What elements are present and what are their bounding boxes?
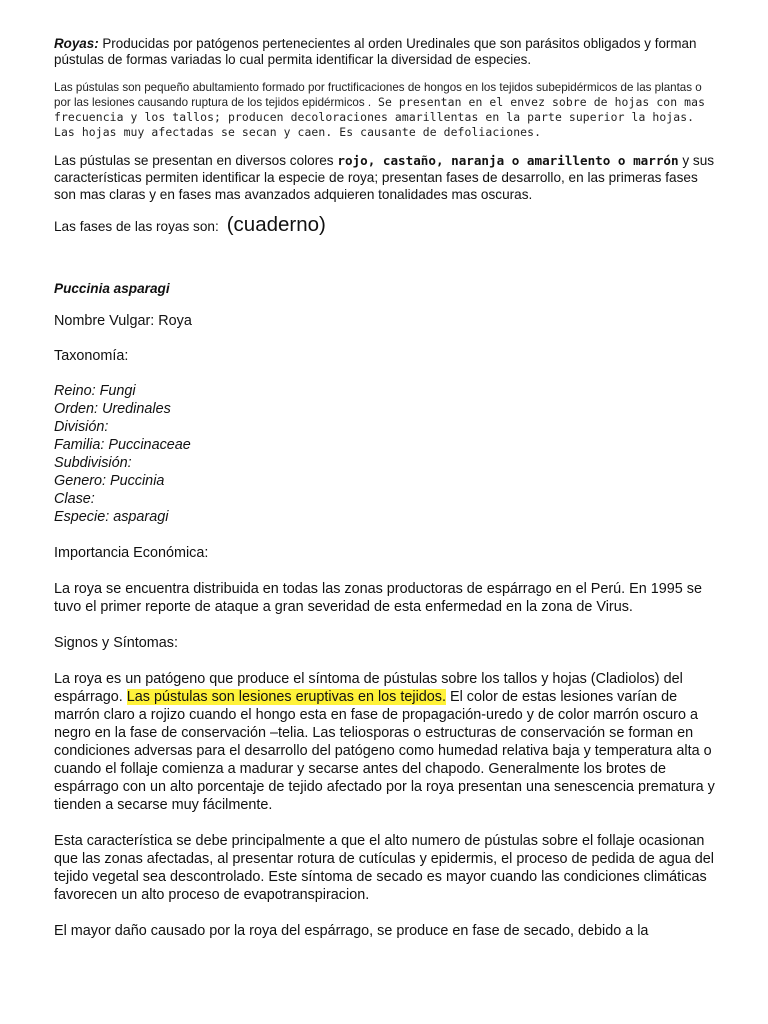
fases-label: Las fases de las royas son:: [54, 219, 219, 234]
taxonomia-item: Familia: Puccinaceae: [54, 437, 191, 453]
colores-text-before: Las pústulas se presentan en diversos colores: [54, 153, 338, 168]
taxonomia-item: Especie: asparagi: [54, 509, 169, 525]
colores-text-after: y sus características permiten identificar la especie de roya; presentan fases de desarrollo, en las primeras fases son mas claras y en fases mas avanzados adquieren tonalidades mas oscuras.: [54, 153, 715, 202]
taxonomia-item: Genero: Puccinia: [54, 473, 165, 489]
importancia-text: La roya se encuentra distribuida en todas las zonas productoras de espárrago en el Perú. En 1995 se tuvo el primer reporte de ataque a gran severidad de esta enfermedad en la zona de Virus.: [54, 581, 702, 615]
intro-paragraph: [54, 36, 718, 68]
nombre-vulgar: Nombre Vulgar: Roya: [54, 313, 192, 329]
taxonomia-item: División:: [54, 419, 109, 435]
taxonomia-label: Taxonomía:: [54, 348, 129, 364]
signos-text-after: El color de estas lesiones varían de marrón claro a rojizo cuando el hongo esta en fase de propagación-uredo y de color marrón oscuro a negro en la fase de conservación –telia. Las teliosporas o estructuras de conservación se forman en condiciones adversas para el desarrollo del patógeno como humedad relativa baja y temperatura alta o cuando el follaje comienza a madurar y secarse antes del chapodo. Generalmente los brotes de espárrago con un alto porcentaje de tejido afectado por la roya presentan una senescencia prematura y tienden a secarse muy fácilmente.: [54, 689, 715, 813]
species-title: Puccinia asparagi: [54, 281, 170, 296]
caracteristica-paragraph: Esta característica se debe principalmente a que el alto numero de pústulas sobre el follaje ocasionan que las zonas afectadas, al presentar rotura de cutículas y epidermis, el proceso de pedida de agua del tejido vegetal sea descontrolado. Este síntoma de secado es mayor cuando las condiciones climáticas favorecen un alto proceso de evapotranspiracion.: [54, 833, 714, 903]
highlighted-text: Las pústulas son lesiones eruptivas en los tejidos.: [126, 689, 446, 705]
colores-bold-list: rojo, castaño, naranja o amarillento o marrón: [337, 153, 679, 168]
taxonomia-item: Orden: Uredinales: [54, 401, 171, 417]
signos-label: Signos y Síntomas:: [54, 635, 178, 651]
pustulas-paragraph: [54, 80, 718, 140]
fases-note: (cuaderno): [226, 213, 326, 236]
taxonomia-list: [54, 382, 718, 526]
signos-paragraph: [54, 670, 718, 814]
pustulas-text-part1: Las pústulas son pequeño abultamiento formado por fructificaciones de hongos en los tejidos subepidérmicos de las plantas o por las lesiones causando ruptura de los tejidos epidérmicos .: [54, 81, 702, 109]
pustulas-text-part2: Se presentan en el envez sobre de hojas con mas frecuencia y los tallos; producen decoloraciones amarillentas en la parte superior la hojas. Las hojas muy afectadas se secan y caen. Es causante de defoliaciones.: [54, 95, 706, 139]
intro-title: Royas:: [54, 36, 99, 51]
importancia-label: Importancia Económica:: [54, 545, 209, 561]
fases-line: [54, 213, 718, 237]
colores-paragraph: [54, 152, 718, 203]
mayor-dano-paragraph: El mayor daño causado por la roya del espárrago, se produce en fase de secado, debido a la: [54, 923, 649, 939]
taxonomia-item: Reino: Fungi: [54, 383, 136, 399]
taxonomia-item: Subdivisión:: [54, 455, 132, 471]
taxonomia-item: Clase:: [54, 491, 95, 507]
signos-text-before: La roya es un patógeno que produce el síntoma de pústulas sobre los tallos y hojas (Cladiolos) del espárrago.: [54, 671, 683, 705]
intro-text: Producidas por patógenos pertenecientes al orden Uredinales que son parásitos obligados y forman pústulas de formas variadas lo cual permita identificar la diversidad de especies.: [54, 36, 697, 67]
